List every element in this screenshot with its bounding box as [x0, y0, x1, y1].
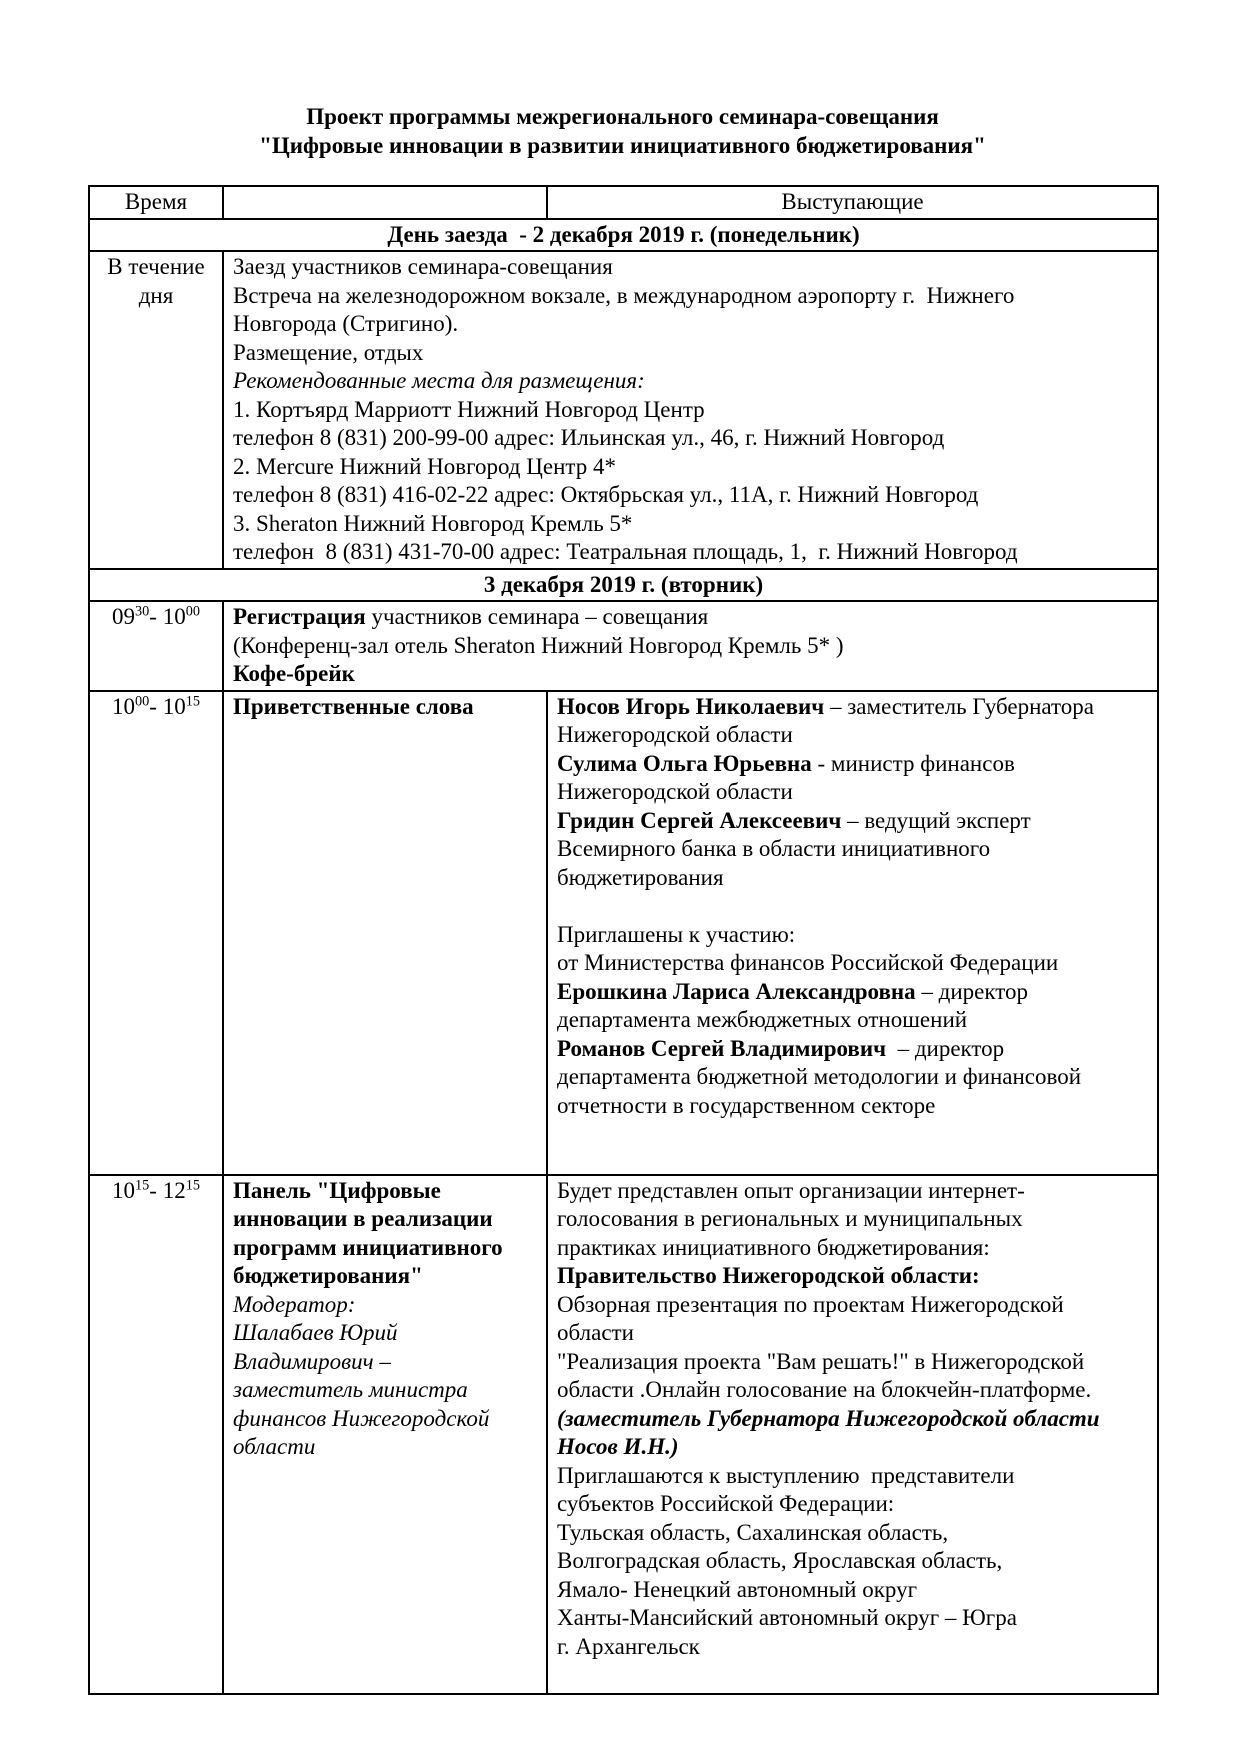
day2-header-row	[89, 569, 1158, 602]
table-header-row	[89, 186, 1158, 219]
program-table	[88, 185, 1159, 1695]
day1-title: День заезда - 2 декабря 2019 г. (понедельник)	[89, 219, 1158, 252]
panel-row	[89, 1175, 1158, 1694]
header-cell-speakers: Выступающие	[547, 186, 1158, 219]
arrival-row	[89, 251, 1158, 569]
title-line-2: "Цифровые инновации в развитии инициативного бюджетирования"	[259, 133, 986, 158]
greetings-speakers-cell: Носов Игорь Николаевич – заместитель Губернатора Нижегородской области Сулима Ольга Юрьевна - министр финансов Нижегородской области Гридин Сергей Алексеевич – ведущий эксперт Всемирного банка в области инициативного бюджетирования Приглашены к участию: от Министерства финансов Российской Федерации Ерошкина Лариса Александровна – директор департамента межбюджетных отношений Романов Сергей Владимирович – директор департамента бюджетной методологии и финансовой отчетности в государственном секторе	[547, 691, 1158, 1175]
document-title	[88, 102, 1157, 160]
arrival-details-cell: Заезд участников семинара-совещания Встреча на железнодорожном вокзале, в международном аэропорту г. Нижнего Новгорода (Стригино). Размещение, отдых Рекомендованные места для размещения: 1. Кортъярд Марриотт Нижний Новгород Центр телефон 8 (831) 200-99-00 адрес: Ильинская ул., 46, г. Нижний Новгород 2. Mercure Нижний Новгород Центр 4* телефон 8 (831) 416-02-22 адрес: Октябрьская ул., 11А, г. Нижний Новгород 3. Sheraton Нижний Новгород Кремль 5* телефон 8 (831) 431-70-00 адрес: Театральная площадь, 1, г. Нижний Новгород	[223, 251, 1158, 569]
panel-speakers-cell: Будет представлен опыт организации интернет- голосования в региональных и муниципальных практиках инициативного бюджетирования: Правительство Нижегородской области: Обзорная презентация по проектам Нижегородской области "Реализация проекта "Вам решать!" в Нижегородской области .Онлайн голосование на блокчейн-платформе. (заместитель Губернатора Нижегородской области Носов И.Н.) Приглашаются к выступлению представители субъектов Российской Федерации: Тульская область, Сахалинская область, Волгоградская область, Ярославская область, Ямало- Ненецкий автономный округ Ханты-Мансийский автономный округ – Югра г. Архангельск	[547, 1175, 1158, 1694]
greetings-topic-cell: Приветственные слова	[223, 691, 547, 1175]
registration-time-cell: $09^{30}-$ $10^{00}$	[89, 601, 223, 691]
greetings-row	[89, 691, 1158, 1175]
day2-title: 3 декабря 2019 г. (вторник)	[89, 569, 1158, 602]
header-cell-time: Время	[89, 186, 223, 219]
arrival-time-cell: В течение дня	[89, 251, 223, 569]
registration-row	[89, 601, 1158, 691]
title-line-1: Проект программы межрегионального семинара-совещания	[306, 104, 939, 129]
greetings-time-cell: $10^{00}-$ $10^{15}$	[89, 691, 223, 1175]
registration-details-cell: Регистрация участников семинара – совещания (Конференц-зал отель Sheraton Нижний Новгород Кремль 5* ) Кофе-брейк	[223, 601, 1158, 691]
day1-header-row	[89, 219, 1158, 252]
panel-topic-cell: Панель "Цифровые инновации в реализации программ инициативного бюджетирования" Модератор: Шалабаев Юрий Владимирович – заместитель министра финансов Нижегородской области	[223, 1175, 547, 1694]
panel-time-cell: $10^{15}-$ $12^{15}$	[89, 1175, 223, 1694]
header-cell-topic	[223, 186, 547, 219]
